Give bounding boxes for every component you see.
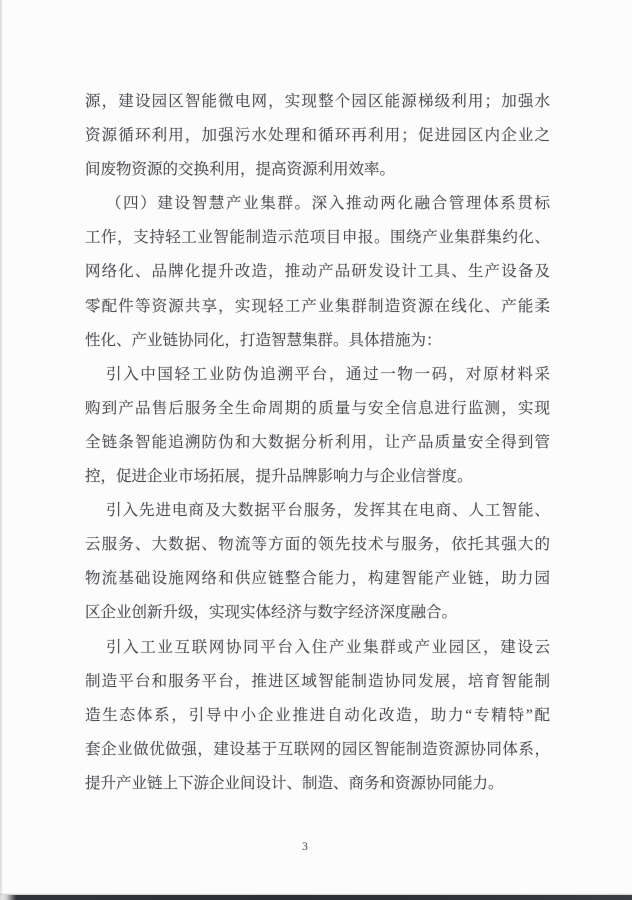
text-line: 套企业做优做强，建设基于互联网的园区智能制造资源协同体系，	[85, 740, 550, 758]
text-line: 区企业创新升级，实现实体经济与数字经济深度融合。	[85, 604, 458, 622]
text-line: 造生态体系，引导中小企业推进自动化改造，助力“专精特”配	[85, 706, 550, 724]
paragraph-4	[85, 494, 550, 630]
text-line: （四）建设智慧产业集群。深入推动两化融合管理体系贯标	[106, 195, 550, 213]
paragraph-5	[85, 631, 550, 801]
text-line: 性化、产业链协同化，打造智慧集群。具体措施为：	[85, 331, 442, 349]
text-line: 控，促进企业市场拓展，提升品牌影响力与企业信誉度。	[85, 468, 473, 486]
paragraph-3	[85, 358, 550, 494]
scan-left-edge-shadow	[0, 0, 3, 900]
text-line: 工作，支持轻工业智能制造示范项目申报。围绕产业集群集约化、	[85, 229, 550, 247]
scan-bottom-edge	[0, 895, 632, 900]
text-line: 物流基础设施网络和供应链整合能力，构建智能产业链，助力园	[85, 570, 550, 588]
text-line: 源，建设园区智能微电网，实现整个园区能源梯级利用；加强水	[85, 93, 550, 110]
text-line: 引入中国轻工业防伪追溯平台，通过一物一码，对原材料采	[106, 365, 550, 383]
text-line: 购到产品售后服务全生命周期的质量与安全信息进行监测，实现	[85, 399, 550, 417]
text-line: 网络化、品牌化提升改造，推动产品研发设计工具、生产设备及	[85, 263, 550, 281]
text-line: 云服务、大数据、物流等方面的领先技术与服务，依托其强大的	[85, 536, 550, 554]
text-line: 制造平台和服务平台，推进区域智能制造协同发展，培育智能制	[85, 672, 550, 690]
document-body	[85, 85, 550, 801]
text-line: 提升产业链上下游企业间设计、制造、商务和资源协同能力。	[85, 774, 504, 792]
text-line: 间废物资源的交换利用，提高资源利用效率。	[85, 161, 396, 179]
paragraph-2	[85, 187, 550, 357]
paragraph-1	[85, 85, 550, 187]
text-line: 全链条智能追溯防伪和大数据分析利用，让产品质量安全得到管	[85, 433, 550, 451]
text-line: 资源循环利用，加强污水处理和循环再利用；促进园区内企业之	[85, 127, 550, 145]
page-number: 3	[302, 841, 308, 853]
text-line: 零配件等资源共享，实现轻工产业集群制造资源在线化、产能柔	[85, 297, 550, 315]
text-line: 引入先进电商及大数据平台服务，发挥其在电商、人工智能、	[106, 502, 550, 520]
text-line: 引入工业互联网协同平台入住产业集群或产业园区，建设云	[106, 638, 550, 656]
